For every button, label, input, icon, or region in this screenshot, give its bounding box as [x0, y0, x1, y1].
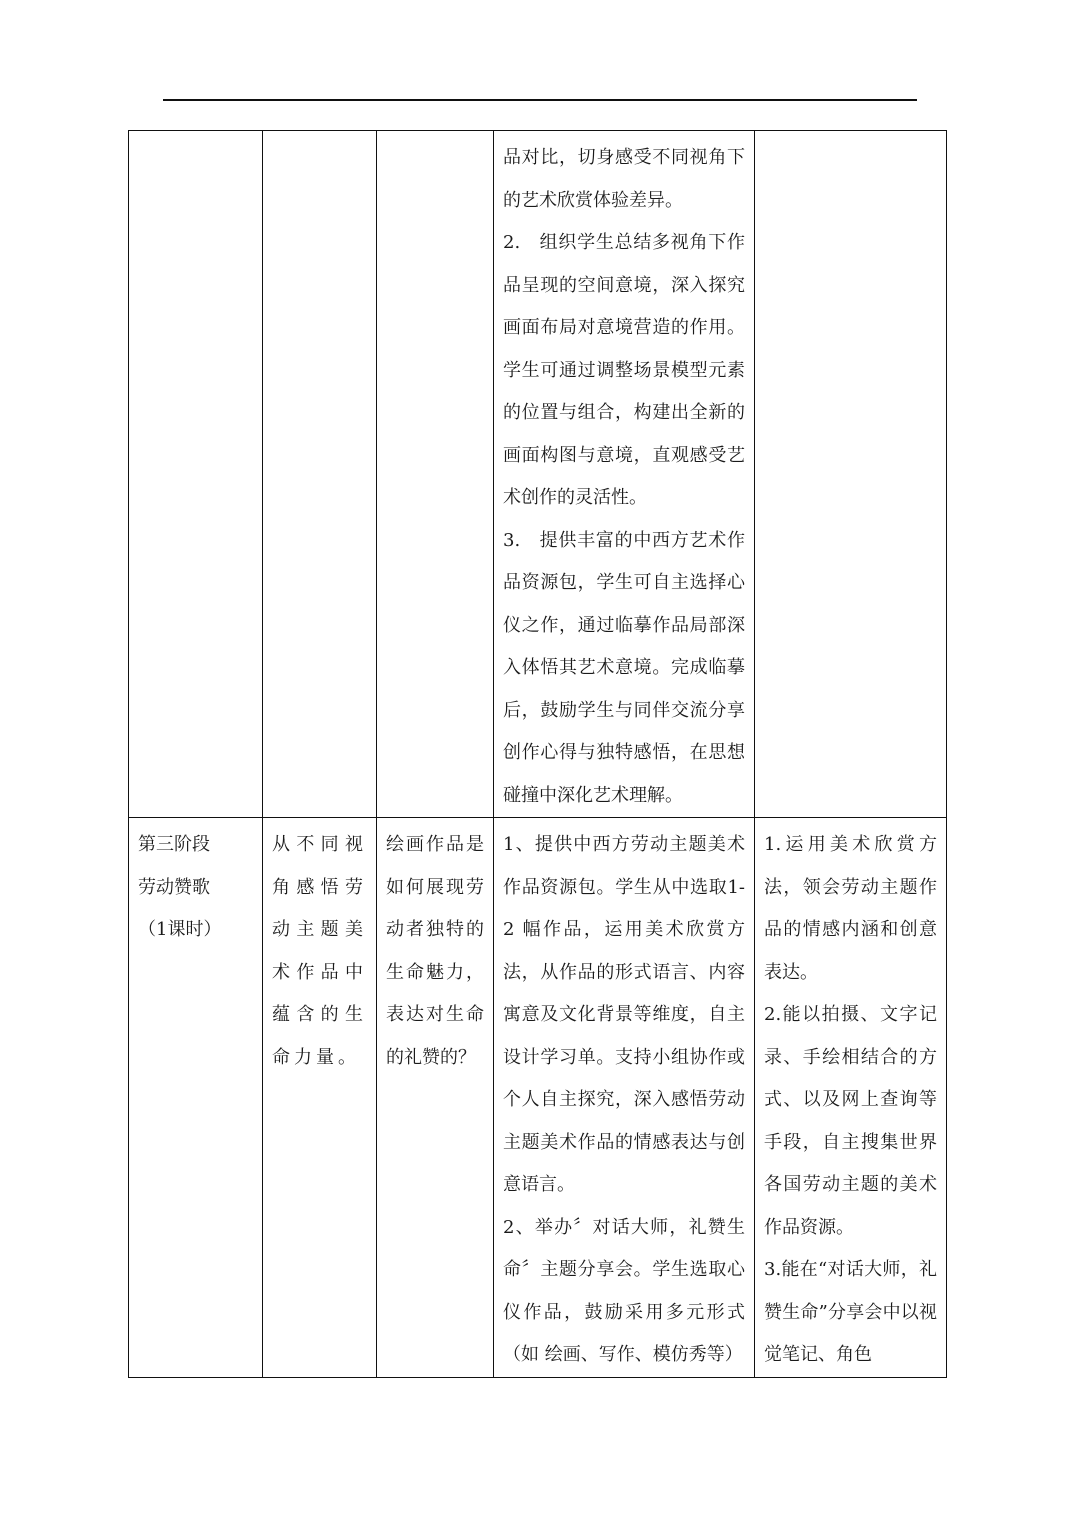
activity-paragraph: 1、提供中西方劳动主题美术作品资源包。学生从中选取1-2 幅作品，运用美术欣赏方法，从作品的形式语言、内容寓意及文化背景等维度，自主设计学习单。支持小组协作或个人自主探究，深入感悟劳动主题美术作品的情感表达与创意语言。	[503, 834, 745, 1195]
stage-cell-empty	[129, 131, 263, 818]
evaluation-item: 2.能以拍摄、文字记录、手绘相结合的方式、以及网上查询等手段，自主搜集世界各国劳动主题的美术作品资源。	[764, 1004, 937, 1238]
question-cell-empty	[377, 131, 494, 818]
lesson-plan-table	[128, 130, 947, 1378]
goal-cell	[263, 818, 377, 1378]
evaluation-cell	[755, 818, 947, 1378]
evaluation-item: 1.运用美术欣赏方法，领会劳动主题作品的情感内涵和创意表达。	[764, 834, 937, 983]
stage-cell	[129, 818, 263, 1378]
activity-paragraph: 3. 提供丰富的中西方艺术作品资源包，学生可自主选择心仪之作，通过临摹作品局部深入体悟其艺术意境。完成临摹后，鼓励学生与同伴交流分享创作心得与独特感悟，在思想碰撞中深化艺术理解。	[503, 529, 745, 806]
activity-paragraph: 品对比，切身感受不同视角下的艺术欣赏体验差异。	[503, 147, 745, 211]
evaluation-item: 3.能在“对话大师，礼赞生命”分享会中以视觉笔记、角色	[764, 1259, 937, 1365]
stage-hours: （1课时）	[138, 919, 222, 940]
header-rule	[163, 99, 917, 101]
table-row-continuation	[129, 131, 947, 818]
activity-paragraph: 2. 组织学生总结多视角下作品呈现的空间意境，深入探究画面布局对意境营造的作用。学生可通过调整场景模型元素的位置与组合，构建出全新的画面构图与意境，直观感受艺术创作的灵活性。	[503, 232, 745, 508]
evaluation-cell-empty	[755, 131, 947, 818]
activities-cell	[494, 131, 755, 818]
question-cell	[377, 818, 494, 1378]
table-row-stage-3	[129, 818, 947, 1378]
stage-name: 劳动赞歌	[138, 876, 210, 898]
question-text: 绘画作品是如何展现劳动者独特的生命魅力，表达对生命的礼赞的？	[386, 834, 484, 1068]
stage-title: 第三阶段	[138, 834, 210, 855]
goal-text: 从不同视角感悟劳动主题美术作品中蕴含的生命力量。	[272, 834, 367, 1068]
goal-cell-empty	[263, 131, 377, 818]
activities-cell	[494, 818, 755, 1378]
activity-paragraph: 2、举办〞对话大师，礼赞生命〞主题分享会。学生选取心仪作品，鼓励采用多元形式（如 绘画、写作、模仿秀等）	[503, 1216, 745, 1365]
